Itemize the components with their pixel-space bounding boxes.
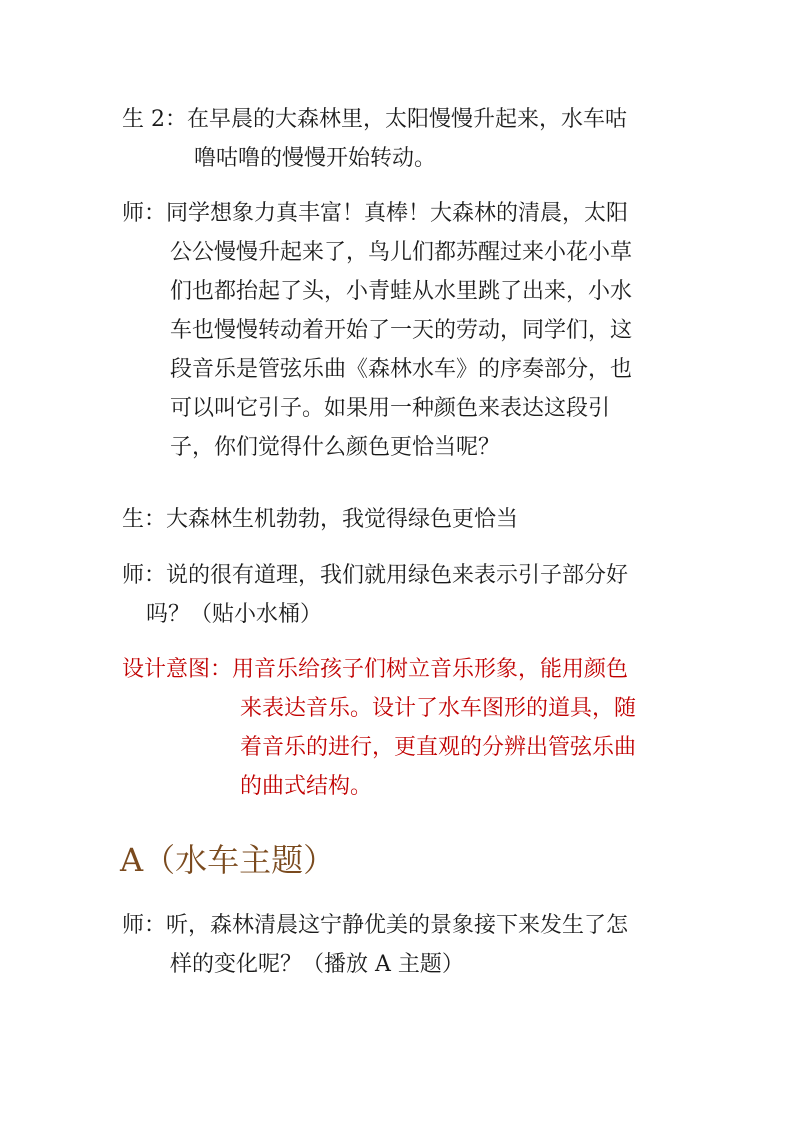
dialogue-line: 的曲式结构。 xyxy=(240,774,373,799)
dialogue-line: 吗？（贴小水桶） xyxy=(146,602,323,627)
dialogue-teacher-2 xyxy=(122,556,682,634)
dialogue-line: 生 2：在早晨的大森林里，太阳慢慢升起来，水车咕 xyxy=(122,107,628,132)
dialogue-line: 子，你们觉得什么颜色更恰当呢？ xyxy=(170,435,501,460)
dialogue-line: 可以叫它引子。如果用一种颜色来表达这段引 xyxy=(170,396,611,421)
dialogue-line: 车也慢慢转动着开始了一天的劳动，同学们，这 xyxy=(170,318,633,343)
dialogue-line: 师：听，森林清晨这宁静优美的景象接下来发生了怎 xyxy=(122,913,629,938)
dialogue-line: 师：说的很有道理，我们就用绿色来表示引子部分好 xyxy=(122,563,629,588)
dialogue-line: 们也都抬起了头，小青蛙从水里跳了出来，小水 xyxy=(170,279,633,304)
design-intent xyxy=(122,650,682,806)
speaker-label: 师： xyxy=(122,201,167,226)
dialogue-line: 生：大森林生机勃勃，我觉得绿色更恰当 xyxy=(122,507,519,532)
dialogue-line: 着音乐的进行，更直观的分辨出管弦乐曲 xyxy=(240,735,637,760)
dialogue-student xyxy=(122,500,682,539)
dialogue-line: 来表达音乐。设计了水车图形的道具，随 xyxy=(240,696,637,721)
dialogue-line: 设计意图：用音乐给孩子们树立音乐形象，能用颜色 xyxy=(122,657,629,682)
dialogue-line: 噜咕噜的慢慢开始转动。 xyxy=(194,146,437,171)
speaker-label: 生： xyxy=(122,507,167,532)
design-intent-label: 设计意图： xyxy=(122,657,233,682)
dialogue-teacher-1 xyxy=(122,194,682,467)
dialogue-student-2 xyxy=(122,100,682,178)
speaker-label: 生 2： xyxy=(122,107,187,132)
dialogue-line: 公公慢慢升起来了，鸟儿们都苏醒过来小花小草 xyxy=(170,240,633,265)
dialogue-line: 师：同学想象力真丰富！真棒！大森林的清晨，太阳 xyxy=(122,201,629,226)
speaker-label: 师： xyxy=(122,563,167,588)
dialogue-line: 样的变化呢？（播放 A 主题） xyxy=(170,952,464,977)
dialogue-line: 段音乐是管弦乐曲《森林水车》的序奏部分，也 xyxy=(170,357,633,382)
speaker-label: 师： xyxy=(122,913,167,938)
dialogue-teacher-3 xyxy=(122,906,682,984)
section-heading: A（水车主题） xyxy=(120,841,336,879)
